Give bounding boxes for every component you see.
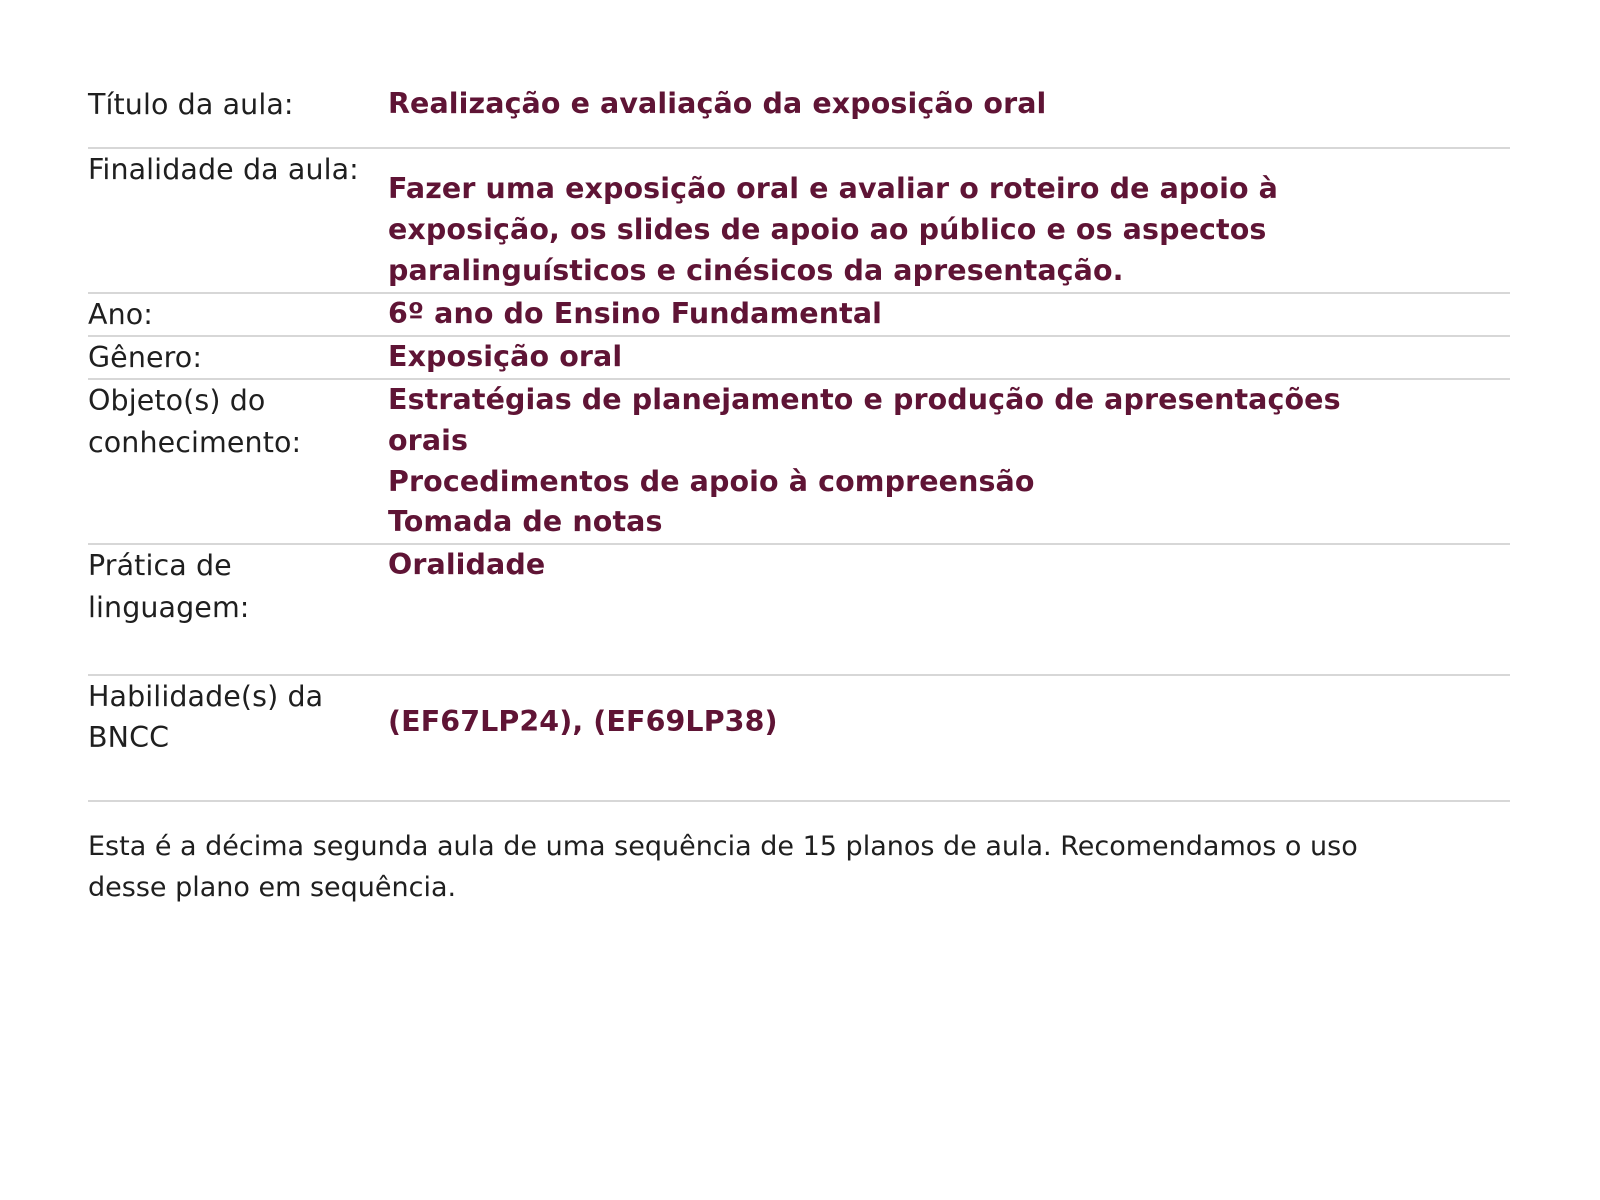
label-line: BNCC (88, 721, 170, 755)
row-label-pratica-linguagem (88, 544, 388, 675)
footnote-line: Esta é a décima segunda aula de uma sequência de 15 planos de aula. Recomendamos o uso (88, 831, 1358, 863)
label-line: Prática de (88, 549, 232, 583)
table-row-objetos-conhecimento (88, 379, 1510, 544)
label-line: conhecimento: (88, 425, 302, 459)
value-line: Oralidade (388, 548, 546, 582)
value-line: Tomada de notas (388, 505, 663, 539)
value-line: orais (388, 423, 469, 457)
label-line: Habilidade(s) da (88, 679, 324, 713)
row-label-ano: Ano: (88, 297, 153, 331)
row-value-pratica-linguagem (388, 544, 1510, 675)
row-value-genero (388, 336, 1510, 379)
row-value-finalidade (388, 148, 1510, 292)
row-label-objetos-conhecimento (88, 379, 388, 544)
row-label-titulo: Título da aula: (88, 88, 294, 121)
label-line: linguagem: (88, 590, 250, 624)
row-value-objetos-conhecimento (388, 379, 1510, 544)
row-label-habilidades-bncc (88, 675, 388, 802)
value-line: 6º ano do Ensino Fundamental (388, 296, 883, 330)
value-line: Fazer uma exposição oral e avaliar o roteiro de apoio à (388, 172, 1279, 206)
table-row-ano (88, 293, 1510, 336)
value-line: Realização e avaliação da exposição oral (388, 87, 1047, 120)
row-label-finalidade (88, 148, 388, 292)
table-row-finalidade (88, 148, 1510, 292)
value-line: exposição, os slides de apoio ao público e os aspectos (388, 213, 1267, 247)
value-line: (EF67LP24), (EF69LP38) (388, 704, 778, 738)
row-value-ano (388, 293, 1510, 336)
label-line: aula: (287, 153, 359, 187)
label-line: Finalidade da (88, 153, 279, 187)
row-value-titulo (388, 66, 1510, 148)
table-row-genero (88, 336, 1510, 379)
table-row-titulo (88, 66, 1510, 148)
lesson-plan-table (88, 66, 1510, 802)
value-line: Procedimentos de apoio à compreensão (388, 464, 1035, 498)
value-line: Estratégias de planejamento e produção de apresentações (388, 383, 1341, 417)
row-label-genero: Gênero: (88, 340, 203, 374)
row-value-habilidades-bncc (388, 675, 1510, 802)
footnote-line: desse plano em sequência. (88, 872, 457, 904)
label-line: Objeto(s) do (88, 384, 266, 418)
value-line: Exposição oral (388, 339, 623, 373)
sequence-footnote (88, 826, 1510, 908)
value-line: paralinguísticos e cinésicos da apresentação. (388, 253, 1124, 287)
table-row-pratica-linguagem (88, 544, 1510, 675)
table-row-habilidades-bncc (88, 675, 1510, 802)
